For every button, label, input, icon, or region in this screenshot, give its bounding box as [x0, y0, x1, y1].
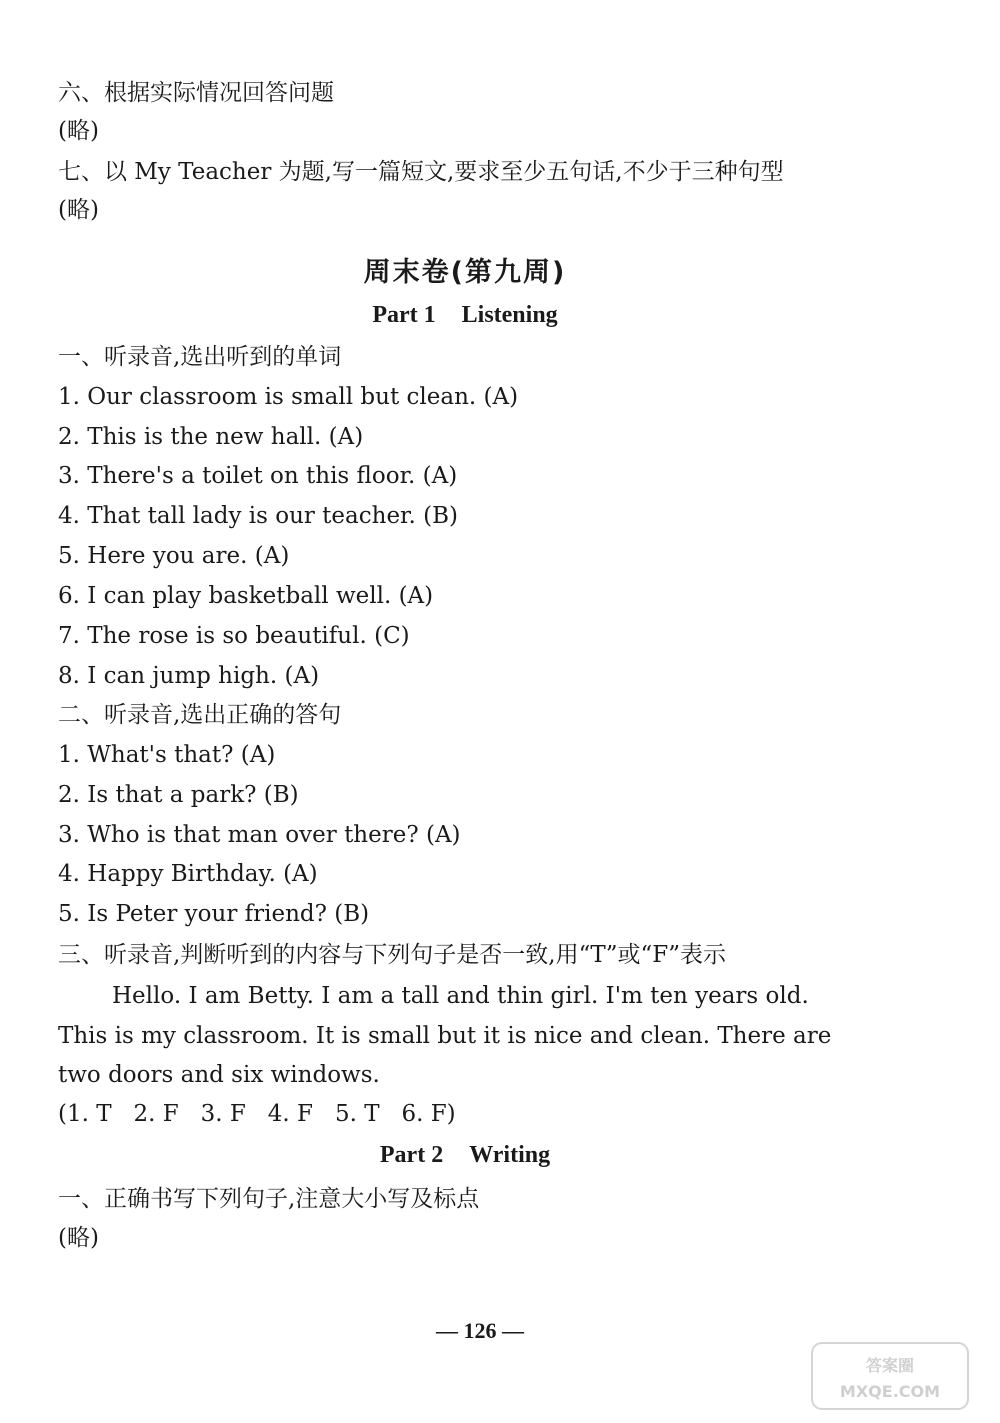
list-item: 3. Who is that man over there? (A)	[58, 822, 461, 848]
part2-sec1-answer: (略)	[58, 1225, 99, 1251]
part1-sec3-heading: 三、听录音,判断听到的内容与下列句子是否一致,用“T”或“F”表示	[58, 942, 726, 968]
list-item: 2. Is that a park? (B)	[58, 782, 299, 808]
q7-answer: (略)	[58, 197, 99, 223]
page-title: 周末卷(第九周)	[363, 257, 567, 288]
watermark-logo-text: 答案圈	[865, 1356, 915, 1375]
list-item: 4. Happy Birthday. (A)	[58, 861, 318, 887]
list-item: 1. Our classroom is small but clean. (A)	[58, 384, 519, 410]
part2-sec1-heading: 一、正确书写下列句子,注意大小写及标点	[58, 1186, 480, 1212]
list-item: 2. This is the new hall. (A)	[58, 424, 364, 450]
list-item: 4. That tall lady is our teacher. (B)	[58, 503, 458, 529]
part1-heading	[0, 302, 930, 329]
q6-heading: 六、根据实际情况回答问题	[58, 80, 334, 106]
q7-heading: 七、以 My Teacher 为题,写一篇短文,要求至少五句话,不少于三种句型	[58, 159, 784, 185]
watermark-logo	[810, 1341, 970, 1411]
list-item: 6. I can play basketball well. (A)	[58, 583, 434, 609]
list-item: 8. I can jump high. (A)	[58, 663, 320, 689]
part1-sec1-heading: 一、听录音,选出听到的单词	[58, 344, 342, 370]
list-item: 3. There's a toilet on this floor. (A)	[58, 463, 458, 489]
part1-sec2-heading: 二、听录音,选出正确的答句	[58, 702, 342, 728]
q6-answer: (略)	[58, 118, 99, 144]
list-item: 5. Here you are. (A)	[58, 543, 290, 569]
passage-line: two doors and six windows.	[58, 1062, 380, 1088]
part2-heading	[0, 1142, 930, 1169]
passage-line: This is my classroom. It is small but it is nice and clean. There are	[58, 1023, 832, 1049]
list-item: 5. Is Peter your friend? (B)	[58, 901, 370, 927]
page-number: — 126 —	[436, 1318, 524, 1343]
part2-label: Part 2	[379, 1142, 444, 1168]
watermark-site-text: MXQE.COM	[839, 1382, 941, 1401]
part2-name: Writing	[469, 1142, 551, 1168]
part1-name: Listening	[461, 302, 558, 328]
list-item: 7. The rose is so beautiful. (C)	[58, 623, 410, 649]
passage-line: Hello. I am Betty. I am a tall and thin girl. I'm ten years old.	[112, 983, 809, 1009]
sec3-answers: (1. T 2. F 3. F 4. F 5. T 6. F)	[58, 1101, 456, 1127]
part1-label: Part 1	[372, 302, 436, 328]
list-item: 1. What's that? (A)	[58, 742, 276, 768]
